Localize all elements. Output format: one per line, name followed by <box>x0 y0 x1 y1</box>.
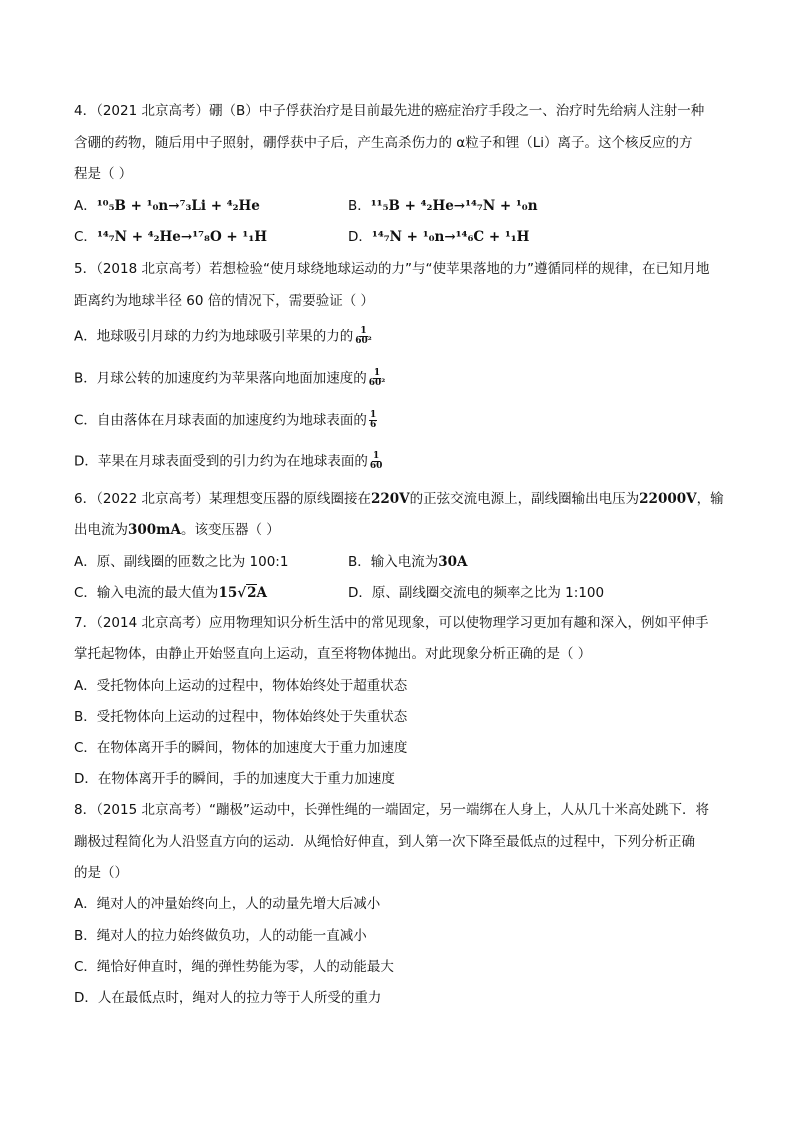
q4-stem-line2: 含硼的药物，随后用中子照射，硼俘获中子后，产生高杀伤力的 α粒子和锂（Li）离子。这个核反应的方 <box>74 135 693 151</box>
q6-option-d[interactable]: D．原、副线圈交流电的频率之比为 1:100 <box>348 585 605 601</box>
q4-stem-line1: 4．（2021 北京高考）硼（B）中子俘获治疗是目前最先进的癌症治疗手段之一、治疗时先给病人注射一种 <box>74 103 705 119</box>
q7-option-c[interactable]: C．在物体离开手的瞬间，物体的加速度大于重力加速度 <box>74 740 408 756</box>
q8-stem-line3: 的是（） <box>74 865 128 881</box>
q5-option-b[interactable] <box>74 369 385 388</box>
q4-option-b-label: B． <box>348 198 371 214</box>
q5-option-c[interactable] <box>74 411 377 430</box>
q5-option-a-fraction: $\frac{1}{\text{60²}}$ <box>355 326 372 346</box>
q5-stem-line2: 距离约为地球半径 60 倍的情况下，需要验证（ ） <box>74 293 375 309</box>
q4-option-c-equation: ¹⁴₇N + ⁴₂He→¹⁷₈O + ¹₁H <box>96 229 267 245</box>
q5-option-c-fraction: $\frac{1}{6}$ <box>369 410 377 430</box>
q6-current-output: 300mA <box>128 522 181 538</box>
q4-option-d-label: D． <box>348 229 372 245</box>
q6-voltage-primary: 220V <box>371 491 410 507</box>
q6-stem-line1: 6．（2022 北京高考）某理想变压器的原线圈接在220V的正弦交流电源上，副线圈输出电压为22000V，输 <box>74 491 724 507</box>
q4-option-d-equation: ¹⁴₇N + ¹₀n→¹⁴₆C + ¹₁H <box>371 229 530 245</box>
q8-stem-line2: 蹦极过程简化为人沿竖直方向的运动．从绳恰好伸直，到人第一次下降至最低点的过程中，下列分析正确 <box>74 834 695 850</box>
q8-option-a[interactable]: A．绳对人的冲量始终向上，人的动量先增大后减小 <box>74 896 381 912</box>
q5-stem-line1: 5．（2018 北京高考）若想检验“使月球绕地球运动的力”与“使苹果落地的力”遵循同样的规律，在已知月地 <box>74 261 710 277</box>
q4-option-c-label: C． <box>74 229 97 245</box>
q7-option-d[interactable]: D．在物体离开手的瞬间，手的加速度大于重力加速度 <box>74 771 395 787</box>
q8-option-d[interactable]: D．人在最低点时，绳对人的拉力等于人所受的重力 <box>74 990 382 1006</box>
q5-option-d[interactable] <box>74 452 382 471</box>
q8-stem-line1: 8．（2015 北京高考）“蹦极”运动中，长弹性绳的一端固定，另一端绑在人身上，人从几十米高处跳下．将 <box>74 802 709 818</box>
q7-stem-line2: 掌托起物体，由静止开始竖直向上运动，直至将物体抛出。对此现象分析正确的是（ ） <box>74 646 592 662</box>
q4-option-b[interactable] <box>348 197 538 215</box>
q6-voltage-secondary: 22000V <box>639 491 697 507</box>
q7-stem-line1: 7．（2014 北京高考）应用物理知识分析生活中的常见现象，可以使物理学习更加有趣和深入，例如平伸手 <box>74 615 709 631</box>
q5-option-a-text: A．地球吸引月球的力约为地球吸引苹果的力的 <box>74 328 354 345</box>
q8-option-c[interactable]: C．绳恰好伸直时，绳的弹性势能为零，人的动能最大 <box>74 959 394 975</box>
q4-option-a-equation: ¹⁰₅B + ¹₀n→⁷₃Li + ⁴₂He <box>96 198 260 214</box>
q6-option-b[interactable]: B．输入电流为30A <box>348 554 468 570</box>
q7-option-b[interactable]: B．受托物体向上运动的过程中，物体始终处于失重状态 <box>74 709 408 725</box>
q4-option-a[interactable] <box>74 197 260 215</box>
q5-option-d-text: D．苹果在月球表面受到的引力约为在地球表面的 <box>74 453 368 470</box>
q5-option-a[interactable] <box>74 327 372 346</box>
sqrt-symbol: √ <box>237 585 247 601</box>
q4-option-b-equation: ¹¹₅B + ⁴₂He→¹⁴₇N + ¹₀n <box>370 198 538 214</box>
q5-option-d-fraction: $\frac{1}{60}$ <box>369 451 383 471</box>
q8-option-b[interactable]: B．绳对人的拉力始终做负功，人的动能一直减小 <box>74 928 367 944</box>
q7-option-a[interactable]: A．受托物体向上运动的过程中，物体始终处于超重状态 <box>74 678 408 694</box>
q6-stem-line2: 出电流为300mA。该变压器（ ） <box>74 522 280 538</box>
q6-option-c[interactable]: C．输入电流的最大值为15√2A <box>74 585 267 601</box>
q4-stem-line3: 程是（ ） <box>74 166 133 182</box>
q5-option-c-text: C．自由落体在月球表面的加速度约为地球表面的 <box>74 412 367 429</box>
q4-option-a-label: A． <box>74 198 97 214</box>
q5-option-b-text: B．月球公转的加速度约为苹果落向地面加速度的 <box>74 370 367 387</box>
q6-option-a[interactable]: A．原、副线圈的匝数之比为 100:1 <box>74 554 289 570</box>
q5-option-b-fraction: $\frac{1}{\text{60²}}$ <box>368 368 386 388</box>
q4-option-c[interactable] <box>74 228 267 246</box>
q4-option-d[interactable] <box>348 228 529 246</box>
